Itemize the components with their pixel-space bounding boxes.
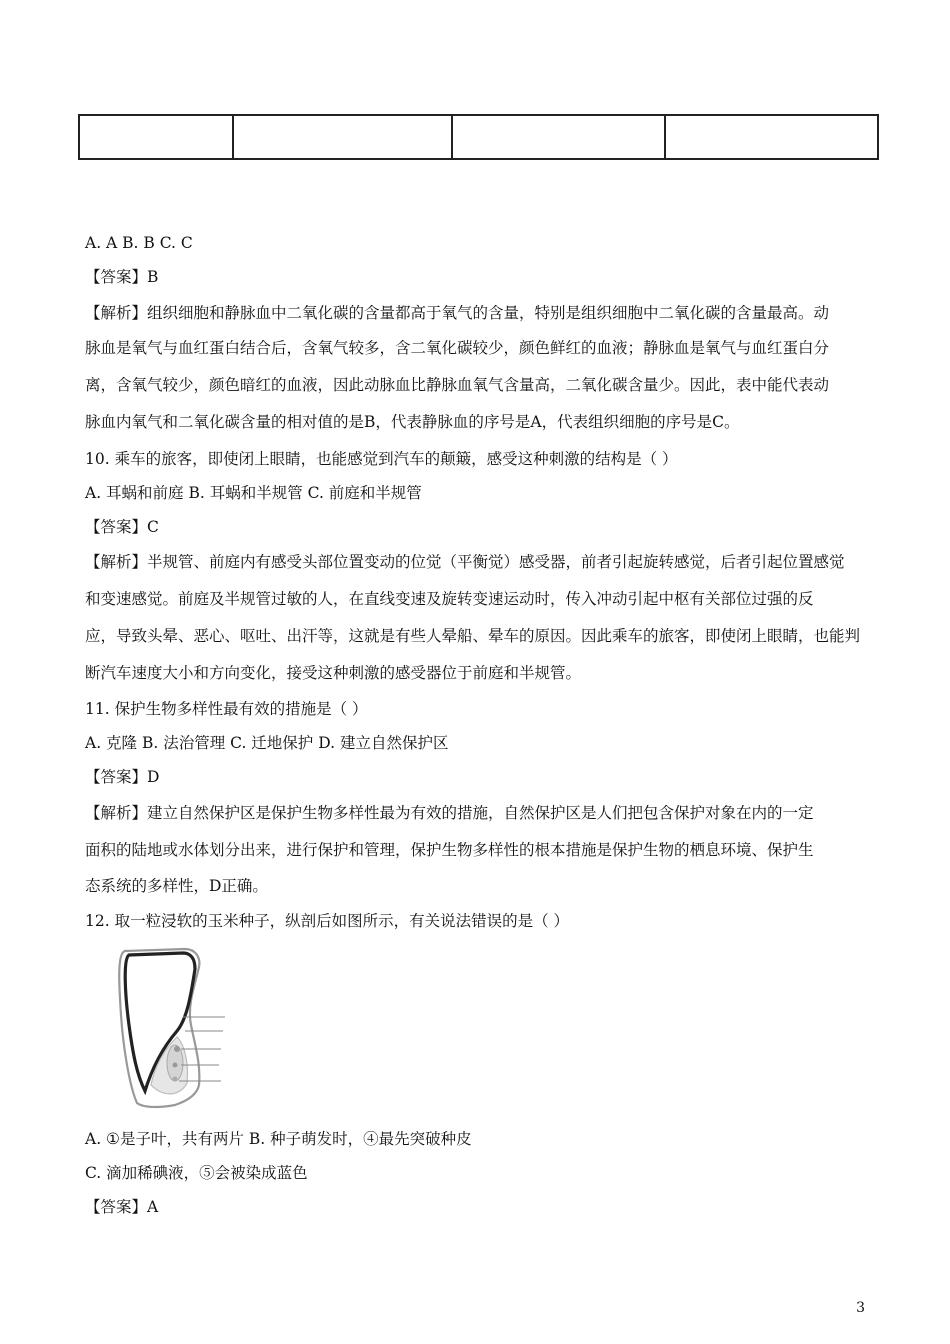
q11-analysis-line: 态系统的多样性，D正确。 bbox=[85, 877, 268, 895]
q10-analysis-line: 断汽车速度大小和方向变化，接受这种刺激的感受器位于前庭和半规管。 bbox=[85, 664, 582, 682]
table-cell bbox=[452, 115, 665, 159]
embryo-stem bbox=[173, 1063, 178, 1068]
q12-stem: 12. 取一粒浸软的玉米种子，纵剖后如图所示，有关说法错误的是（ ） bbox=[85, 912, 570, 930]
q12-options-line2: C. 滴加稀碘液，⑤会被染成蓝色 bbox=[85, 1164, 308, 1182]
q12-answer: 【答案】A bbox=[85, 1198, 159, 1216]
table-cell bbox=[665, 115, 878, 159]
q11-answer: 【答案】D bbox=[85, 768, 160, 786]
q11-options: A. 克隆 B. 法治管理 C. 迁地保护 D. 建立自然保护区 bbox=[85, 734, 449, 752]
q9-analysis-line: 脉血内氧气和二氧化碳含量的相对值的是B，代表静脉血的序号是A，代表组织细胞的序号是C。 bbox=[85, 413, 740, 431]
q10-analysis-line: 和变速感觉。前庭及半规管过敏的人，在直线变速及旋转变速运动时，传入冲动引起中枢有关部位过强的反 bbox=[85, 590, 814, 608]
embryo-bud bbox=[174, 1046, 180, 1052]
q11-stem: 11. 保护生物多样性最有效的措施是（ ） bbox=[85, 700, 368, 718]
q9-analysis-line: 【解析】组织细胞和静脉血中二氧化碳的含量都高于氧气的含量，特别是组织细胞中二氧化碳的含量最高。动 bbox=[85, 304, 830, 322]
q10-analysis-line: 【解析】半规管、前庭内有感受头部位置变动的位觉（平衡觉）感受器，前者引起旋转感觉，后者引起位置感觉 bbox=[85, 553, 845, 571]
q10-stem: 10. 乘车的旅客，即使闭上眼睛，也能感觉到汽车的颠簸，感受这种刺激的结构是（ ） bbox=[85, 450, 678, 468]
table-row bbox=[79, 115, 878, 159]
empty-table bbox=[78, 114, 879, 160]
q10-options: A. 耳蜗和前庭 B. 耳蜗和半规管 C. 前庭和半规管 bbox=[85, 484, 422, 502]
embryo-root bbox=[173, 1077, 178, 1082]
q9-analysis-line: 脉血是氧气与血红蛋白结合后，含氧气较多，含二氧化碳较少，颜色鲜红的血液；静脉血是氧气与血红蛋白分 bbox=[85, 339, 830, 357]
q9-options: A. A B. B C. C bbox=[85, 234, 193, 252]
table-cell bbox=[79, 115, 233, 159]
q9-answer: 【答案】B bbox=[85, 268, 159, 286]
q12-options-line1: A. ①是子叶，共有两片 B. 种子萌发时，④最先突破种皮 bbox=[85, 1130, 472, 1148]
q9-analysis-line: 离，含氧气较少，颜色暗红的血液，因此动脉血比静脉血氧气含量高，二氧化碳含量少。因此，表中能代表动 bbox=[85, 376, 830, 394]
q10-analysis-line: 应，导致头晕、恶心、呕吐、出汗等，这就是有些人晕船、晕车的原因。因此乘车的旅客，即使闭上眼睛，也能判 bbox=[85, 627, 861, 645]
table-cell bbox=[233, 115, 452, 159]
q10-answer: 【答案】C bbox=[85, 518, 159, 536]
q11-analysis-line: 面积的陆地或水体划分出来，进行保护和管理，保护生物多样性的根本措施是保护生物的栖息环境、保护生 bbox=[85, 841, 814, 859]
q11-analysis-line: 【解析】建立自然保护区是保护生物多样性最为有效的措施，自然保护区是人们把包含保护对象在内的一定 bbox=[85, 804, 814, 822]
corn-seed-diagram bbox=[95, 945, 230, 1115]
page-number: 3 bbox=[856, 1300, 865, 1316]
